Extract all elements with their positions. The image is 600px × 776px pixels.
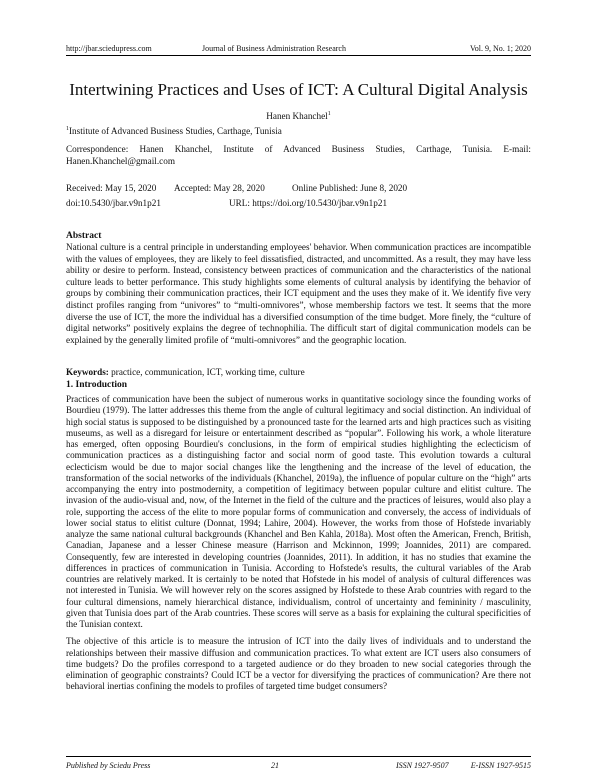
ids-line <box>66 198 531 210</box>
keywords-text: practice, communication, ICT, working time, culture <box>111 367 305 377</box>
keywords-line <box>66 367 531 377</box>
author-name: Hanen Khanchel <box>266 111 328 121</box>
footer-rule <box>66 756 531 757</box>
correspondence-email[interactable]: Hanen.Khanchel@gmail.com <box>66 156 175 166</box>
affiliation-superscript: 1 <box>66 125 69 132</box>
accepted-date: Accepted: May 28, 2020 <box>174 183 265 193</box>
introduction-paragraph-1: Practices of communication have been the subject of numerous works in quantitative sociology since the founding works of Bourdieu (1979). The latter addresses this theme from the angle of cultural legitimacy and social distinction. An individual of high social status is supposed to be distinguished by a pronounced taste for the learned arts and high practices such as visiting museums, as well as a disregard for leisure or entertainment described as “popular”. Following his work, a whole literature has emerged, often opposing Bourdieu's conclusions, in the form of empirical studies highlighting the eclecticism of communication practices as a distinguishing factor and social norm of good taste. This evolution towards a cultural eclecticism would be due to major social changes like the lengthening and the increase of the level of education, the transformation of the social networks of the individuals (Khanchel, 2019a), the influence of popular culture on the “high” arts accompanying the entry into postmodernity, a competition of legitimacy between popular culture and elitist culture. The invasion of the audio-visual and, now, of the Internet in the field of the culture and the practices of leisures, would also play a role, supporting the access of the elite to more popular forms of communication and conversely, the access of individuals of lower social status to elitist culture (Donnat, 1994; Lahire, 2004). However, the works from those of Hofstede invariably analyze the same national cultural backgrounds (Khanchel and Ben Kahla, 2018a). Most often the American, French, British, Canadian, Japanese and a lesser Chinese measure (Harrison and Mckinnon, 1999; Joannides, 2011) are compared. Consequently, few are interested in developing countries (Joannides, 2011). In addition, it has no studies that examine the differences in practices of communication in Tunisia. According to Hofstede's results, the cultural variables of the Arab countries are relatively marked. It is certainly to be noted that Hofstede in his model of analysis of cultural differences was not interested in Tunisia. We will however rely on the scores assigned by Hofstede to these Arab countries with regard to the four cultural dimensions, namely hierarchical distance, individualism, control of uncertainty and femininity / masculinity, given that Tunisia does part of the Arab countries. These scores will serve as a basis for explaining the cultural specificities of the Tunisian context. <box>66 394 531 629</box>
running-footer <box>66 761 531 771</box>
introduction-paragraph-2: The objective of this article is to measure the intrusion of ICT into the daily lives of individuals and to understand the relationships between their massive diffusion and communication practices. To what extent are ICT users also consumers of time budgets? Do the profiles correspond to a targeted audience or do they broaden to new social categories through the elimination of geographic constraints? Could ICT be a vector for diversifying the practices of communication? Are there not behavioral inertias confining the models to profiles of targeted time budget consumers? <box>66 636 531 692</box>
section-heading-introduction: 1. Introduction <box>66 380 128 390</box>
author-superscript: 1 <box>327 110 331 117</box>
volume-info: Vol. 9, No. 1; 2020 <box>470 44 531 53</box>
header-rule <box>66 55 531 56</box>
correspondence-line-1: Correspondence: Hanen Khanchel, Institute of Advanced Business Studies, Carthage, Tunisia. E-mail: <box>66 144 531 154</box>
affiliation <box>66 126 531 138</box>
introduction-body <box>66 394 531 693</box>
abstract-text: National culture is a central principle in understanding employees' behavior. When communication practices are incompatible with the values of employees, they are likely to feel dissatisfied, distracted, and uncommitted. As a result, they may have less ability or desire to perform. Instead, consistency between practices of communication and the characteristics of the national culture leads to better performance. This study highlights some elements of cultural analysis by identifying the behavior of groups by combining their communication practices, their ICT equipment and the uses they make of it. We identify five very distinct profiles ranging from “univores” to “multi-omnivores”, whose membership factors we test. It seems that the more diverse the use of ICT, the more the individual has a diversified consumption of the time budget. More finely, the “culture of digital networks” positively explains the degree of technophilia. The difficult start of digital communication models can be explained by the generally limited profile of “multi-omnivores” and the geographic location. <box>66 242 531 345</box>
doi[interactable]: doi:10.5430/jbar.v9n1p21 <box>66 198 161 208</box>
abstract-body <box>66 242 531 346</box>
published-date: Online Published: June 8, 2020 <box>292 183 408 193</box>
journal-name: Journal of Business Administration Research <box>202 44 346 53</box>
dates-line <box>66 183 531 195</box>
keywords-label: Keywords: <box>66 367 109 377</box>
author-line <box>66 111 531 121</box>
received-date: Received: May 15, 2020 <box>66 183 157 193</box>
publisher: Published by Sciedu Press <box>66 761 151 770</box>
paper-title: Intertwining Practices and Uses of ICT: A Cultural Digital Analysis <box>69 80 528 99</box>
abstract-heading: Abstract <box>66 231 102 241</box>
journal-url[interactable]: http://jbar.sciedupress.com <box>66 44 152 53</box>
affiliation-text: Institute of Advanced Business Studies, Carthage, Tunisia <box>69 126 282 136</box>
doi-url[interactable]: URL: https://doi.org/10.5430/jbar.v9n1p21 <box>229 198 388 208</box>
issn: ISSN 1927-9507 <box>396 761 449 770</box>
eissn: E-ISSN 1927-9515 <box>470 761 531 770</box>
page-number: 21 <box>271 761 279 770</box>
running-header <box>66 44 531 54</box>
